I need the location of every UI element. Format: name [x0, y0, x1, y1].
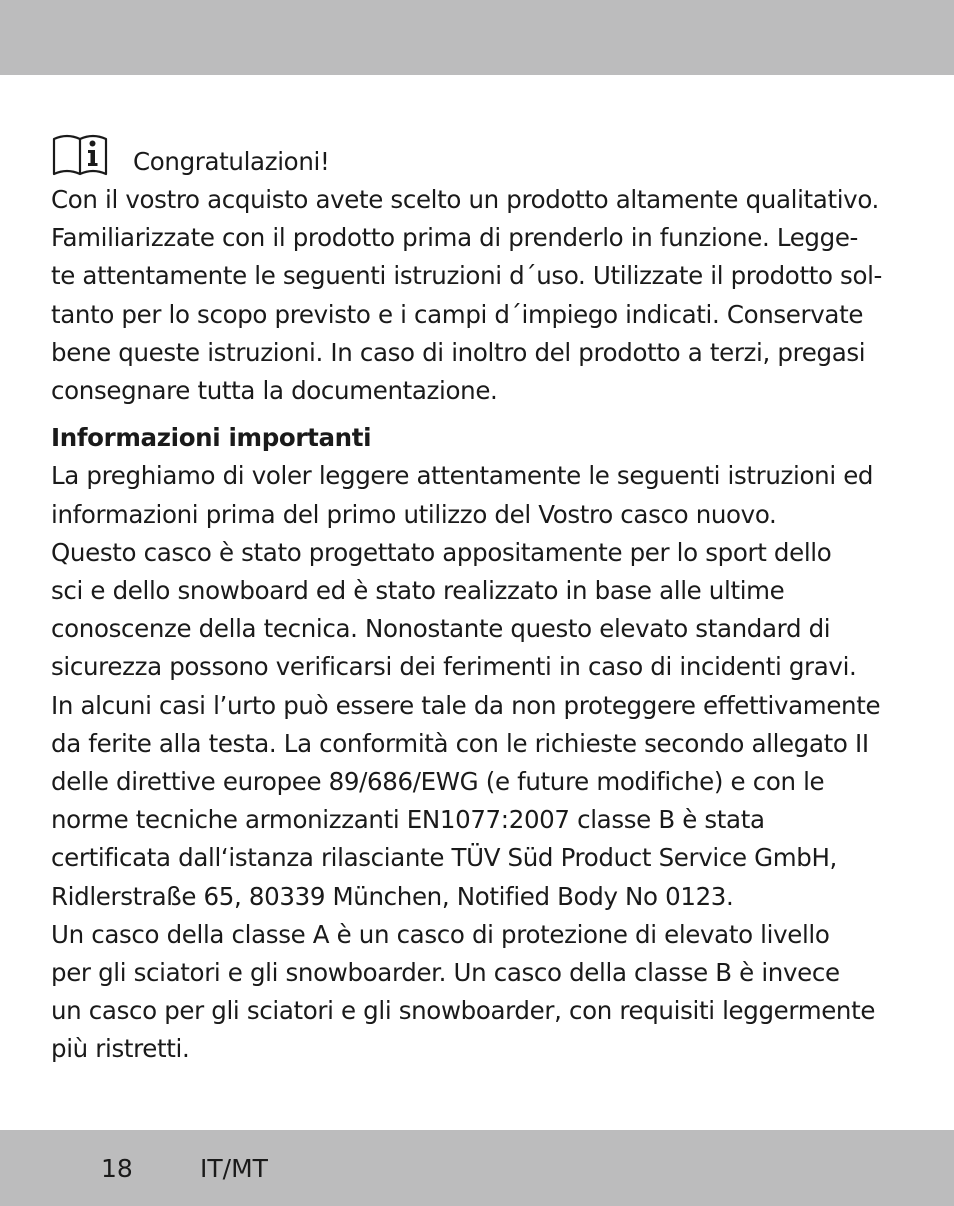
intro-paragraph [51, 181, 911, 410]
text-line: informazioni prima del primo utilizzo del Vostro casco nuovo. [51, 499, 777, 529]
text-line: più ristretti. [51, 1034, 190, 1064]
text-line: da ferite alla testa. La conformità con le richieste secondo allegato II [51, 728, 869, 758]
text-line: sci e dello snowboard ed è stato realizzato in base alle ultime [51, 576, 785, 606]
text-line: Questo casco è stato progettato appositamente per lo sport dello [51, 537, 832, 567]
page-number: 18 [101, 1154, 133, 1183]
text-line: bene queste istruzioni. In caso di inoltro del prodotto a terzi, pregasi [51, 337, 866, 367]
text-line: un casco per gli sciatori e gli snowboarder, con requisiti leggermente [51, 996, 876, 1026]
text-line: norme tecniche armonizzanti EN1077:2007 classe B è stata [51, 805, 765, 835]
text-line: sicurezza possono verificarsi dei ferimenti in caso di incidenti gravi. [51, 652, 857, 682]
info-book-icon [51, 131, 109, 177]
section-heading: Informazioni importanti [51, 423, 372, 453]
text-line: conoscenze della tecnica. Nonostante questo elevato standard di [51, 614, 831, 644]
text-line: te attentamente le seguenti istruzioni d´uso. Utilizzate il prodotto sol- [51, 261, 883, 291]
manual-page-content [51, 143, 911, 1069]
text-line: La preghiamo di voler leggere attentamente le seguenti istruzioni ed [51, 461, 874, 491]
text-line: Con il vostro acquisto avete scelto un prodotto altamente qualitativo. [51, 185, 879, 214]
footer-band [0, 1130, 954, 1206]
header-band [0, 0, 954, 75]
important-paragraph-2 [51, 534, 911, 916]
important-paragraph-1 [51, 457, 911, 533]
text-line: consegnare tutta la documentazione. [51, 376, 498, 406]
intro-heading: Congratulazioni! [133, 146, 330, 176]
intro-heading-row [51, 143, 911, 181]
text-line: certificata dall‘istanza rilasciante TÜV Süd Product Service GmbH, [51, 843, 837, 873]
language-code: IT/MT [200, 1154, 268, 1183]
text-line: In alcuni casi l’urto può essere tale da non proteggere effettivamente [51, 690, 881, 720]
text-line: delle direttive europee 89/686/EWG (e future modifiche) e con le [51, 767, 825, 797]
text-line: tanto per lo scopo previsto e i campi d´impiego indicati. Conservate [51, 299, 864, 329]
important-paragraph-3 [51, 916, 911, 1069]
text-line: Ridlerstraße 65, 80339 München, Notified Body No 0123. [51, 881, 734, 911]
text-line: Familiarizzate con il prodotto prima di prenderlo in funzione. Legge- [51, 223, 859, 253]
text-line: Un casco della classe A è un casco di protezione di elevato livello [51, 919, 830, 949]
text-line: per gli sciatori e gli snowboarder. Un casco della classe B è invece [51, 958, 840, 988]
